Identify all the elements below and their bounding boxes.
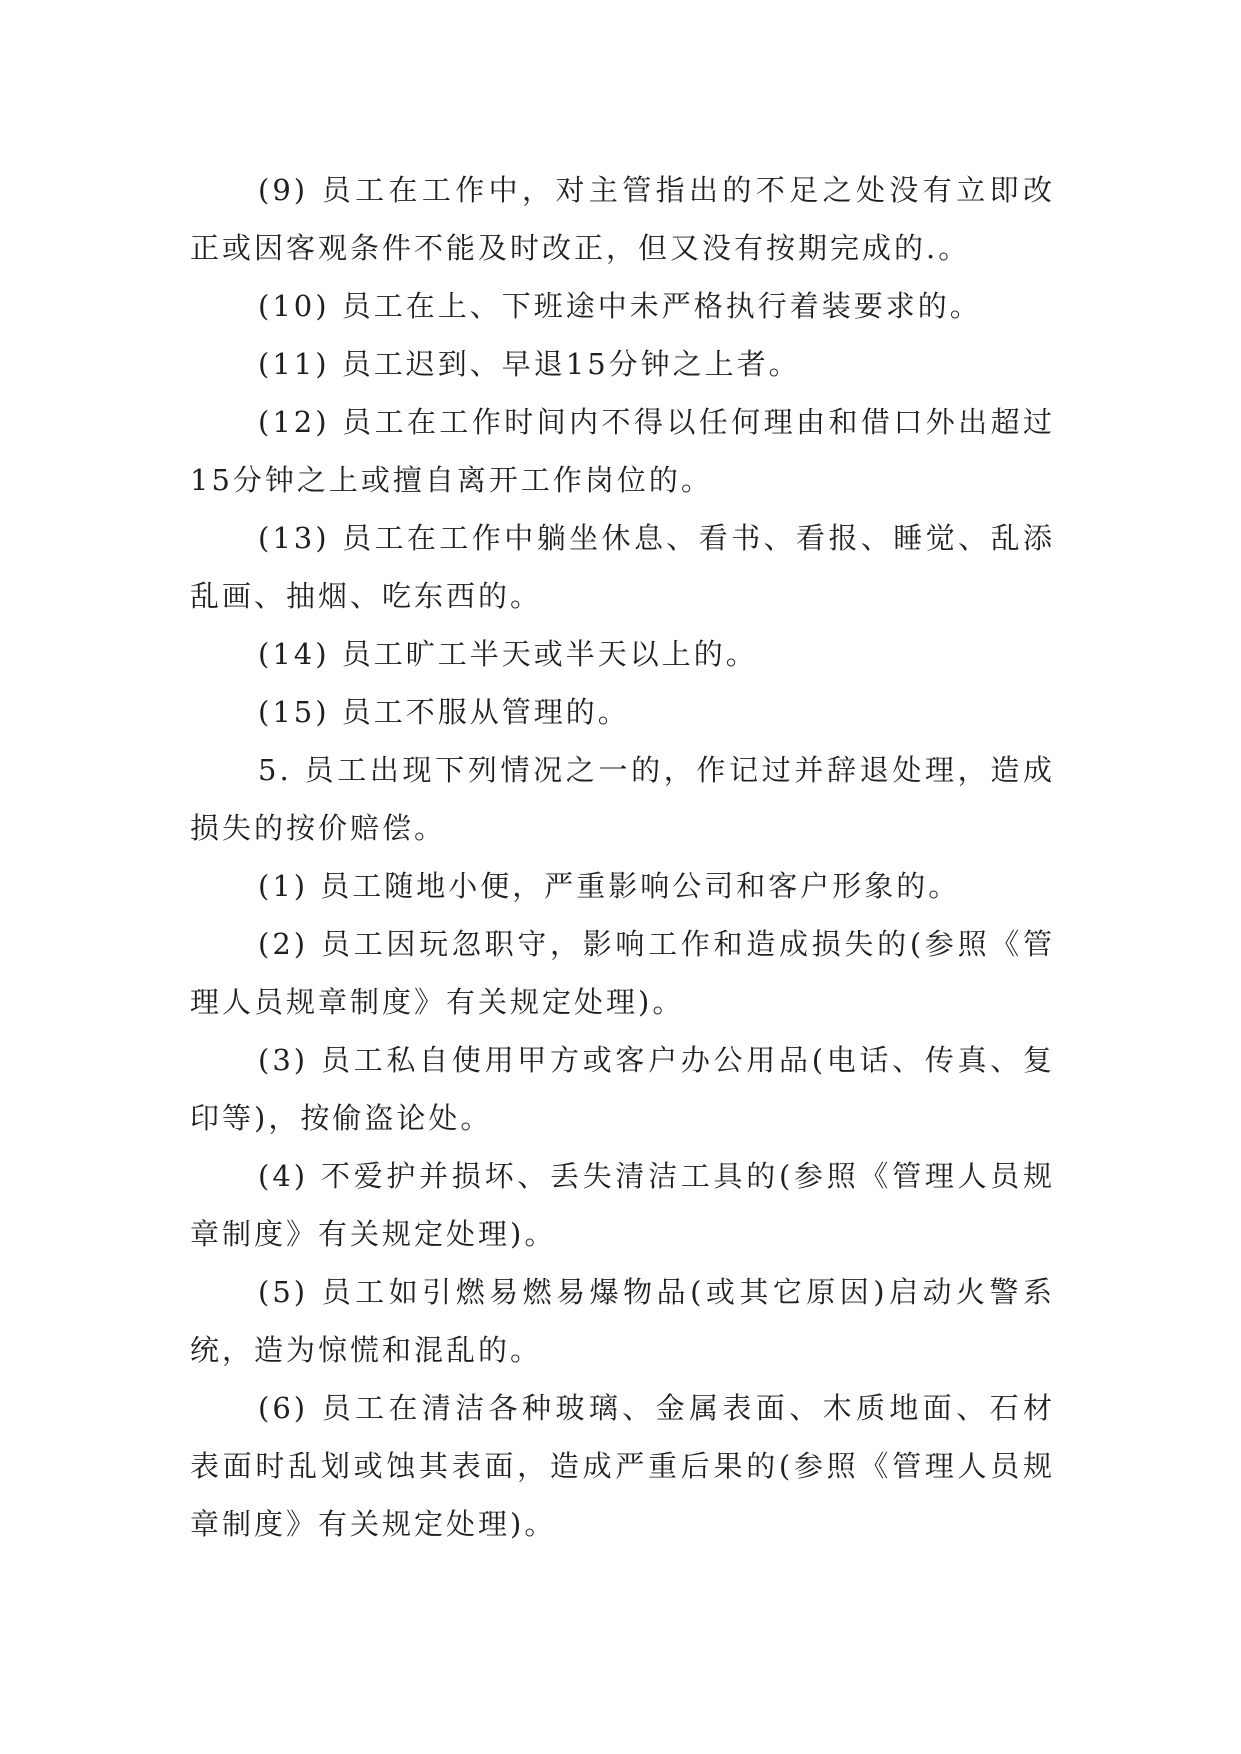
paragraph-item-14: (14) 员工旷工半天或半天以上的。 [258,637,758,671]
paragraph-sub-4: (4) 不爱护并损坏、丢失清洁工具的(参照《管理人员规章制度》有关规定处理)。 [190,1159,1055,1251]
paragraph-sub-2: (2) 员工因玩忽职守，影响工作和造成损失的(参照《管理人员规章制度》有关规定处理)。 [190,927,1055,1019]
paragraph-item-11: (11) 员工迟到、早退15分钟之上者。 [258,347,801,381]
paragraph-sub-5: (5) 员工如引燃易燃易爆物品(或其它原因)启动火警系统，造为惊慌和混乱的。 [190,1275,1055,1367]
document-body [190,161,1055,1553]
paragraph-item-15: (15) 员工不服从管理的。 [258,695,630,729]
section-5-heading: 5. 员工出现下列情况之一的，作记过并辞退处理，造成损失的按价赔偿。 [190,753,1055,845]
paragraph-sub-1: (1) 员工随地小便，严重影响公司和客户形象的。 [258,869,961,903]
paragraph-item-9: (9) 员工在工作中，对主管指出的不足之处没有立即改正或因客观条件不能及时改正，但又没有按期完成的.。 [190,173,1055,265]
paragraph-sub-3: (3) 员工私自使用甲方或客户办公用品(电话、传真、复印等)，按偷盗论处。 [190,1043,1055,1135]
paragraph-item-13: (13) 员工在工作中躺坐休息、看书、看报、睡觉、乱添乱画、抽烟、吃东西的。 [190,521,1055,613]
paragraph-sub-6: (6) 员工在清洁各种玻璃、金属表面、木质地面、石材表面时乱划或蚀其表面，造成严重后果的(参照《管理人员规章制度》有关规定处理)。 [190,1391,1055,1541]
paragraph-item-10: (10) 员工在上、下班途中未严格执行着装要求的。 [258,289,982,323]
paragraph-item-12: (12) 员工在工作时间内不得以任何理由和借口外出超过15分钟之上或擅自离开工作岗位的。 [190,405,1055,497]
